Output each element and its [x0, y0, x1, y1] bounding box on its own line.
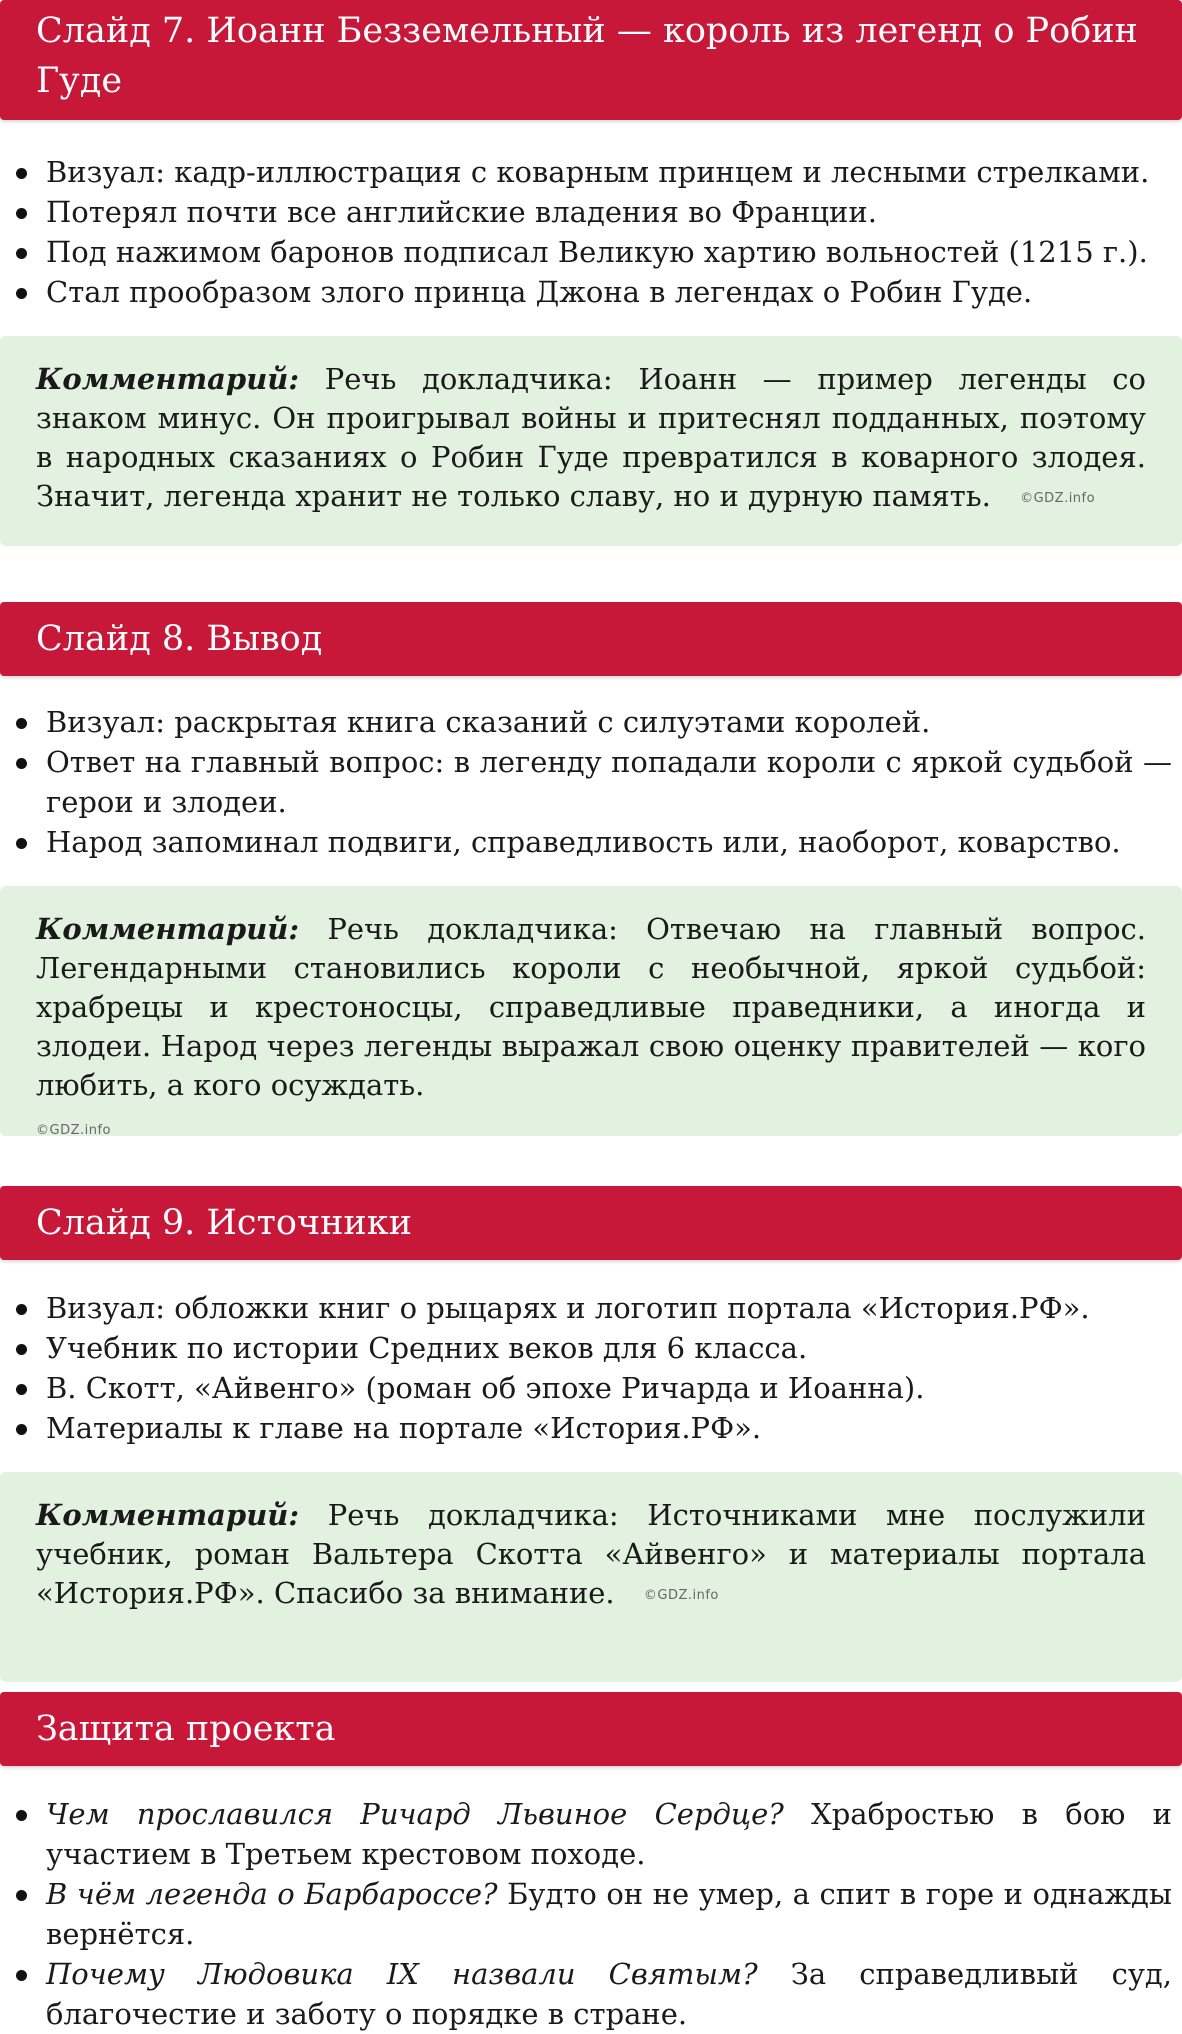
bullet-item: Потерял почти все английские владения во Франции.	[10, 192, 1172, 232]
comment-box-slide-9	[0, 1472, 1182, 1682]
section-header-slide-7	[0, 0, 1182, 120]
question-item	[10, 1874, 1172, 1954]
answer-text: За справедливый суд, благочестие и заботу о порядке в стране.	[46, 1957, 1172, 2031]
watermark: ©GDZ.info	[1020, 490, 1096, 506]
answer-text: Храбростью в бою и участием в Третьем крестовом походе.	[46, 1797, 1172, 1871]
comment-label: Комментарий:	[36, 912, 300, 946]
question-text: Чем прославился Ричард Львиное Сердце?	[46, 1797, 784, 1831]
section-header-slide-8	[0, 602, 1182, 676]
bullet-item: Материалы к главе на портале «История.РФ».	[10, 1408, 1172, 1448]
answer-text: Будто он не умер, а спит в горе и однажды вернётся.	[46, 1877, 1172, 1951]
watermark: ©GDZ.info	[643, 1587, 719, 1603]
comment-label: Комментарий:	[36, 362, 300, 396]
bullet-list-slide-9	[0, 1288, 1182, 1448]
comment-label: Комментарий:	[36, 1498, 300, 1532]
section-title: Слайд 9. Источники	[36, 1203, 412, 1243]
question-list-defense	[0, 1794, 1182, 2034]
question-text: В чём легенда о Барбароссе?	[46, 1877, 498, 1911]
comment-text: Речь докладчика: Источниками мне послужили учебник, роман Вальтера Скотта «Айвенго» и материалы портала «История.РФ». Спасибо за внимание.	[36, 1498, 1146, 1610]
bullet-item: Визуал: кадр-иллюстрация с коварным принцем и лесными стрелками.	[10, 152, 1172, 192]
bullet-list-slide-7	[0, 152, 1182, 312]
bullet-item: Визуал: обложки книг о рыцарях и логотип портала «История.РФ».	[10, 1288, 1172, 1328]
section-header-defense	[0, 1692, 1182, 1766]
section-header-slide-9	[0, 1186, 1182, 1260]
bullet-item: Визуал: раскрытая книга сказаний с силуэтами королей.	[10, 702, 1172, 742]
section-title: Слайд 8. Вывод	[36, 619, 323, 659]
watermark: ©GDZ.info	[36, 1123, 112, 1138]
bullet-item: Стал прообразом злого принца Джона в легендах о Робин Гуде.	[10, 272, 1172, 312]
comment-text: Речь докладчика: Отвечаю на главный вопрос. Легендарными становились короли с необычной, яркой судьбой: храбрецы и крестоносцы, справедливые праведники, а иногда и злодеи. Народ через легенды выражал свою оценку правителей — кого любить, а кого осуждать.	[36, 912, 1146, 1102]
bullet-item: Ответ на главный вопрос: в легенду попадали короли с яркой судьбой — герои и злодеи.	[10, 742, 1172, 822]
question-item	[10, 1954, 1172, 2034]
bullet-list-slide-8	[0, 702, 1182, 862]
comment-box-slide-8	[0, 886, 1182, 1136]
section-title: Слайд 7. Иоанн Безземельный — король из легенд о Робин Гуде	[36, 11, 1138, 101]
question-item	[10, 1794, 1172, 1874]
bullet-item: Под нажимом баронов подписал Великую хартию вольностей (1215 г.).	[10, 232, 1172, 272]
comment-text: Речь докладчика: Иоанн — пример легенды со знаком минус. Он проигрывал войны и притеснял подданных, поэтому в народных сказаниях о Робин Гуде превратился в коварного злодея. Значит, легенда хранит не только славу, но и дурную память.	[36, 362, 1147, 513]
question-text: Почему Людовика IX назвали Святым?	[46, 1957, 758, 1991]
section-title: Защита проекта	[36, 1709, 336, 1749]
comment-box-slide-7	[0, 336, 1182, 546]
bullet-item: Учебник по истории Средних веков для 6 класса.	[10, 1328, 1172, 1368]
bullet-item: Народ запоминал подвиги, справедливость или, наоборот, коварство.	[10, 822, 1172, 862]
bullet-item: В. Скотт, «Айвенго» (роман об эпохе Ричарда и Иоанна).	[10, 1368, 1172, 1408]
